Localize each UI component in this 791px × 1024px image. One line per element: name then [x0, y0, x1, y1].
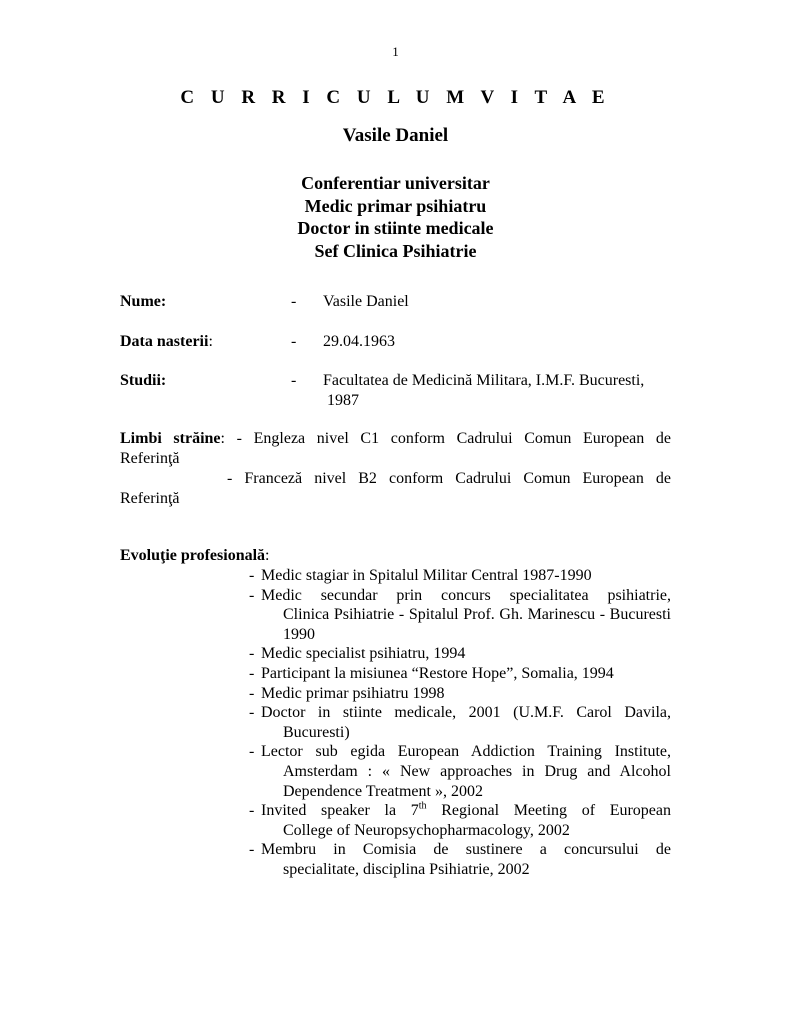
english-continuation: Referinţă	[120, 450, 180, 467]
page-number: 1	[392, 44, 399, 59]
list-item: - Medic specialist psihiatru, 1994	[249, 645, 466, 663]
list-item: - Lector sub egida European Addiction Training Institute, Amsterdam : « New approaches in Drug and Alcohol Dependence Treatment », 2002	[249, 743, 671, 800]
evolution-label: Evoluţie profesională:	[120, 547, 270, 564]
languages-section	[120, 429, 671, 509]
list-item: - Medic primar psihiatru 1998	[249, 684, 445, 702]
name-label: Nume:	[120, 293, 167, 310]
list-item: - Doctor in stiinte medicale, 2001 (U.M.F. Carol Davila, Bucuresti)	[249, 704, 671, 741]
name-dash: -	[291, 293, 297, 310]
title-line: Doctor in stiinte medicale	[297, 218, 494, 238]
list-item: - Participant la misiunea “Restore Hope”, Somalia, 1994	[249, 664, 614, 682]
studies-dash: -	[291, 372, 297, 389]
english-line: Limbi străine: - Engleza nivel C1 conform Cadrului Comun European de	[120, 430, 672, 447]
title-line: Conferentiar universitar	[301, 173, 490, 193]
birth-value: 29.04.1963	[323, 333, 395, 350]
birth-label: Data nasterii:	[120, 333, 213, 350]
list-item: - Medic stagiar in Spitalul Militar Central 1987-1990	[249, 567, 592, 584]
title-line: Sef Clinica Psihiatrie	[314, 240, 477, 261]
studies-value: Facultatea de Medicină Militara, I.M.F. Bucuresti, 1987	[323, 372, 645, 409]
professional-titles	[0, 172, 791, 262]
title-line: Medic primar psihiatru	[304, 195, 487, 216]
name-value: Vasile Daniel	[323, 293, 409, 310]
birth-dash: -	[291, 333, 297, 350]
document-title: C U R R I C U L U M V I T A E	[180, 87, 611, 108]
list-item: - Invited speaker la 7th Regional Meeting of European College of Neuropsychopharmacology, 2002	[249, 800, 672, 839]
list-item: - Medic secundar prin concurs specialitatea psihiatrie, Clinica Psihiatrie - Spitalul Prof. Gh. Marinescu - Bucuresti 1990	[249, 586, 671, 643]
french-line: - Franceză nivel B2 conform Cadrului Comun European de	[227, 470, 671, 487]
french-continuation: Referinţă	[120, 490, 180, 507]
languages-label: Limbi străine	[120, 430, 221, 447]
studies-label: Studii:	[120, 372, 167, 389]
career-list	[249, 566, 671, 880]
list-item: - Membru in Comisia de sustinere a concursului de specialitate, disciplina Psihiatrie, 2002	[249, 841, 671, 878]
person-name-heading: Vasile Daniel	[342, 125, 449, 146]
